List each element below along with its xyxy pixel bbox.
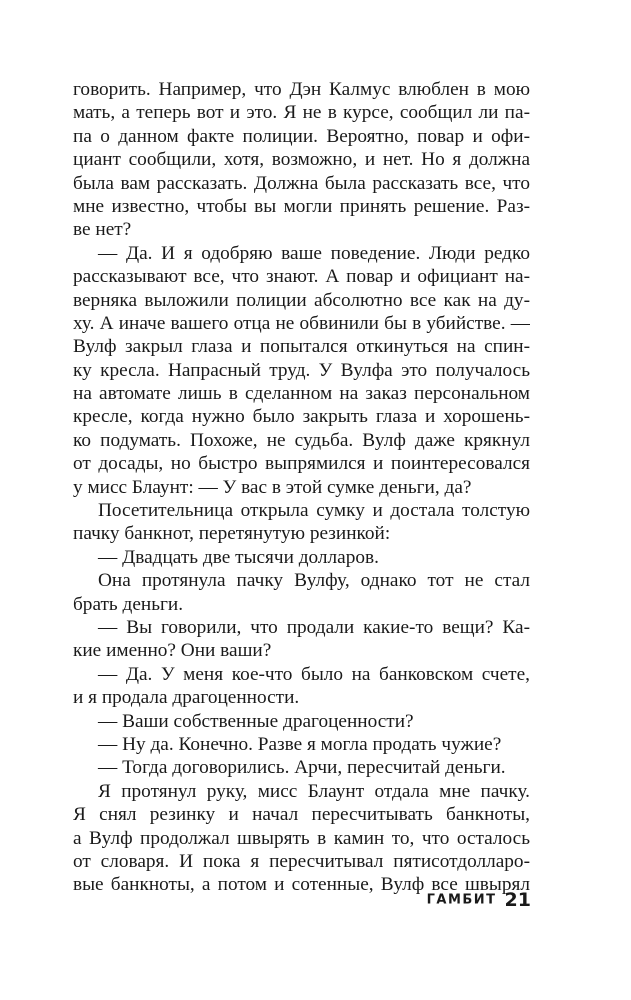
text-line: Я протянул руку, мисс Блаунт отдала мне пачку. xyxy=(98,780,530,802)
text-line: кресле, когда нужно было закрыть глаза и хорошень- xyxy=(73,406,530,428)
text-line: ве нет? xyxy=(73,219,132,241)
body-text xyxy=(73,78,530,897)
page-footer xyxy=(0,889,531,911)
text-line: и я продала драгоценности. xyxy=(73,687,300,709)
text-line: — Ну да. Конечно. Разве я могла продать чужие? xyxy=(98,733,502,755)
text-line: пачку банкнот, перетянутую резинкой: xyxy=(73,523,391,545)
text-line: — Да. И я одобряю ваше поведение. Люди редко xyxy=(98,242,530,264)
text-line: — Вы говорили, что продали какие-то вещи? Ка- xyxy=(98,616,530,638)
text-line: на автомате лишь в сделанном на заказ персональном xyxy=(73,383,530,405)
text-line: ху. А иначе вашего отца не обвинили бы в убийстве. — xyxy=(73,312,530,334)
text-line: кие именно? Они ваши? xyxy=(73,640,272,662)
text-line: мать, а теперь вот и это. Я не в курсе, сообщил ли па- xyxy=(73,102,530,124)
text-line: ку кресла. Напрасный труд. У Вулфа это получалось xyxy=(73,359,530,381)
text-line: Она протянула пачку Вулфу, однако тот не стал xyxy=(98,570,530,592)
text-line: Вулф закрыл глаза и попытался откинуться на спин- xyxy=(73,336,530,358)
text-line: — Двадцать две тысячи долларов. xyxy=(98,546,379,568)
text-line: у мисс Блаунт: — У вас в этой сумке деньги, да? xyxy=(73,476,472,498)
page-number: 21 xyxy=(504,889,531,911)
running-title: ГАМБИТ xyxy=(426,892,497,908)
text-line: рассказывают все, что знают. А повар и официант на- xyxy=(73,266,530,288)
text-line: брать деньги. xyxy=(73,593,184,615)
text-line: Посетительница открыла сумку и достала толстую xyxy=(98,500,530,522)
text-line: от словаря. И пока я пересчитывал пятисотдолларо- xyxy=(73,850,530,872)
text-line: — Да. У меня кое-что было на банковском счете, xyxy=(98,663,530,685)
text-line: от досады, но быстро выпрямился и поинтересовался xyxy=(73,453,530,475)
text-line: — Тогда договорились. Арчи, пересчитай деньги. xyxy=(98,757,506,779)
text-line: па о данном факте полиции. Вероятно, повар и офи- xyxy=(73,125,530,147)
text-line: а Вулф продолжал швырять в камин то, что осталось xyxy=(73,827,530,849)
text-line: — Ваши собственные драгоценности? xyxy=(98,710,414,732)
text-line: ко подумать. Похоже, не судьба. Вулф даже крякнул xyxy=(73,429,530,451)
text-line: была вам рассказать. Должна была рассказать все, что xyxy=(73,172,530,194)
text-line: вые банкноты, а потом и сотенные, Вулф все швырял xyxy=(73,874,530,896)
text-line: мне известно, чтобы вы могли принять решение. Раз- xyxy=(73,195,530,217)
text-line: циант сообщили, хотя, возможно, и нет. Но я должна xyxy=(73,149,530,171)
text-line: верняка выложили полиции абсолютно все как на ду- xyxy=(73,289,530,311)
text-line: Я снял резинку и начал пересчитывать банкноты, xyxy=(73,804,530,826)
text-line: говорить. Например, что Дэн Калмус влюблен в мою xyxy=(73,79,530,100)
